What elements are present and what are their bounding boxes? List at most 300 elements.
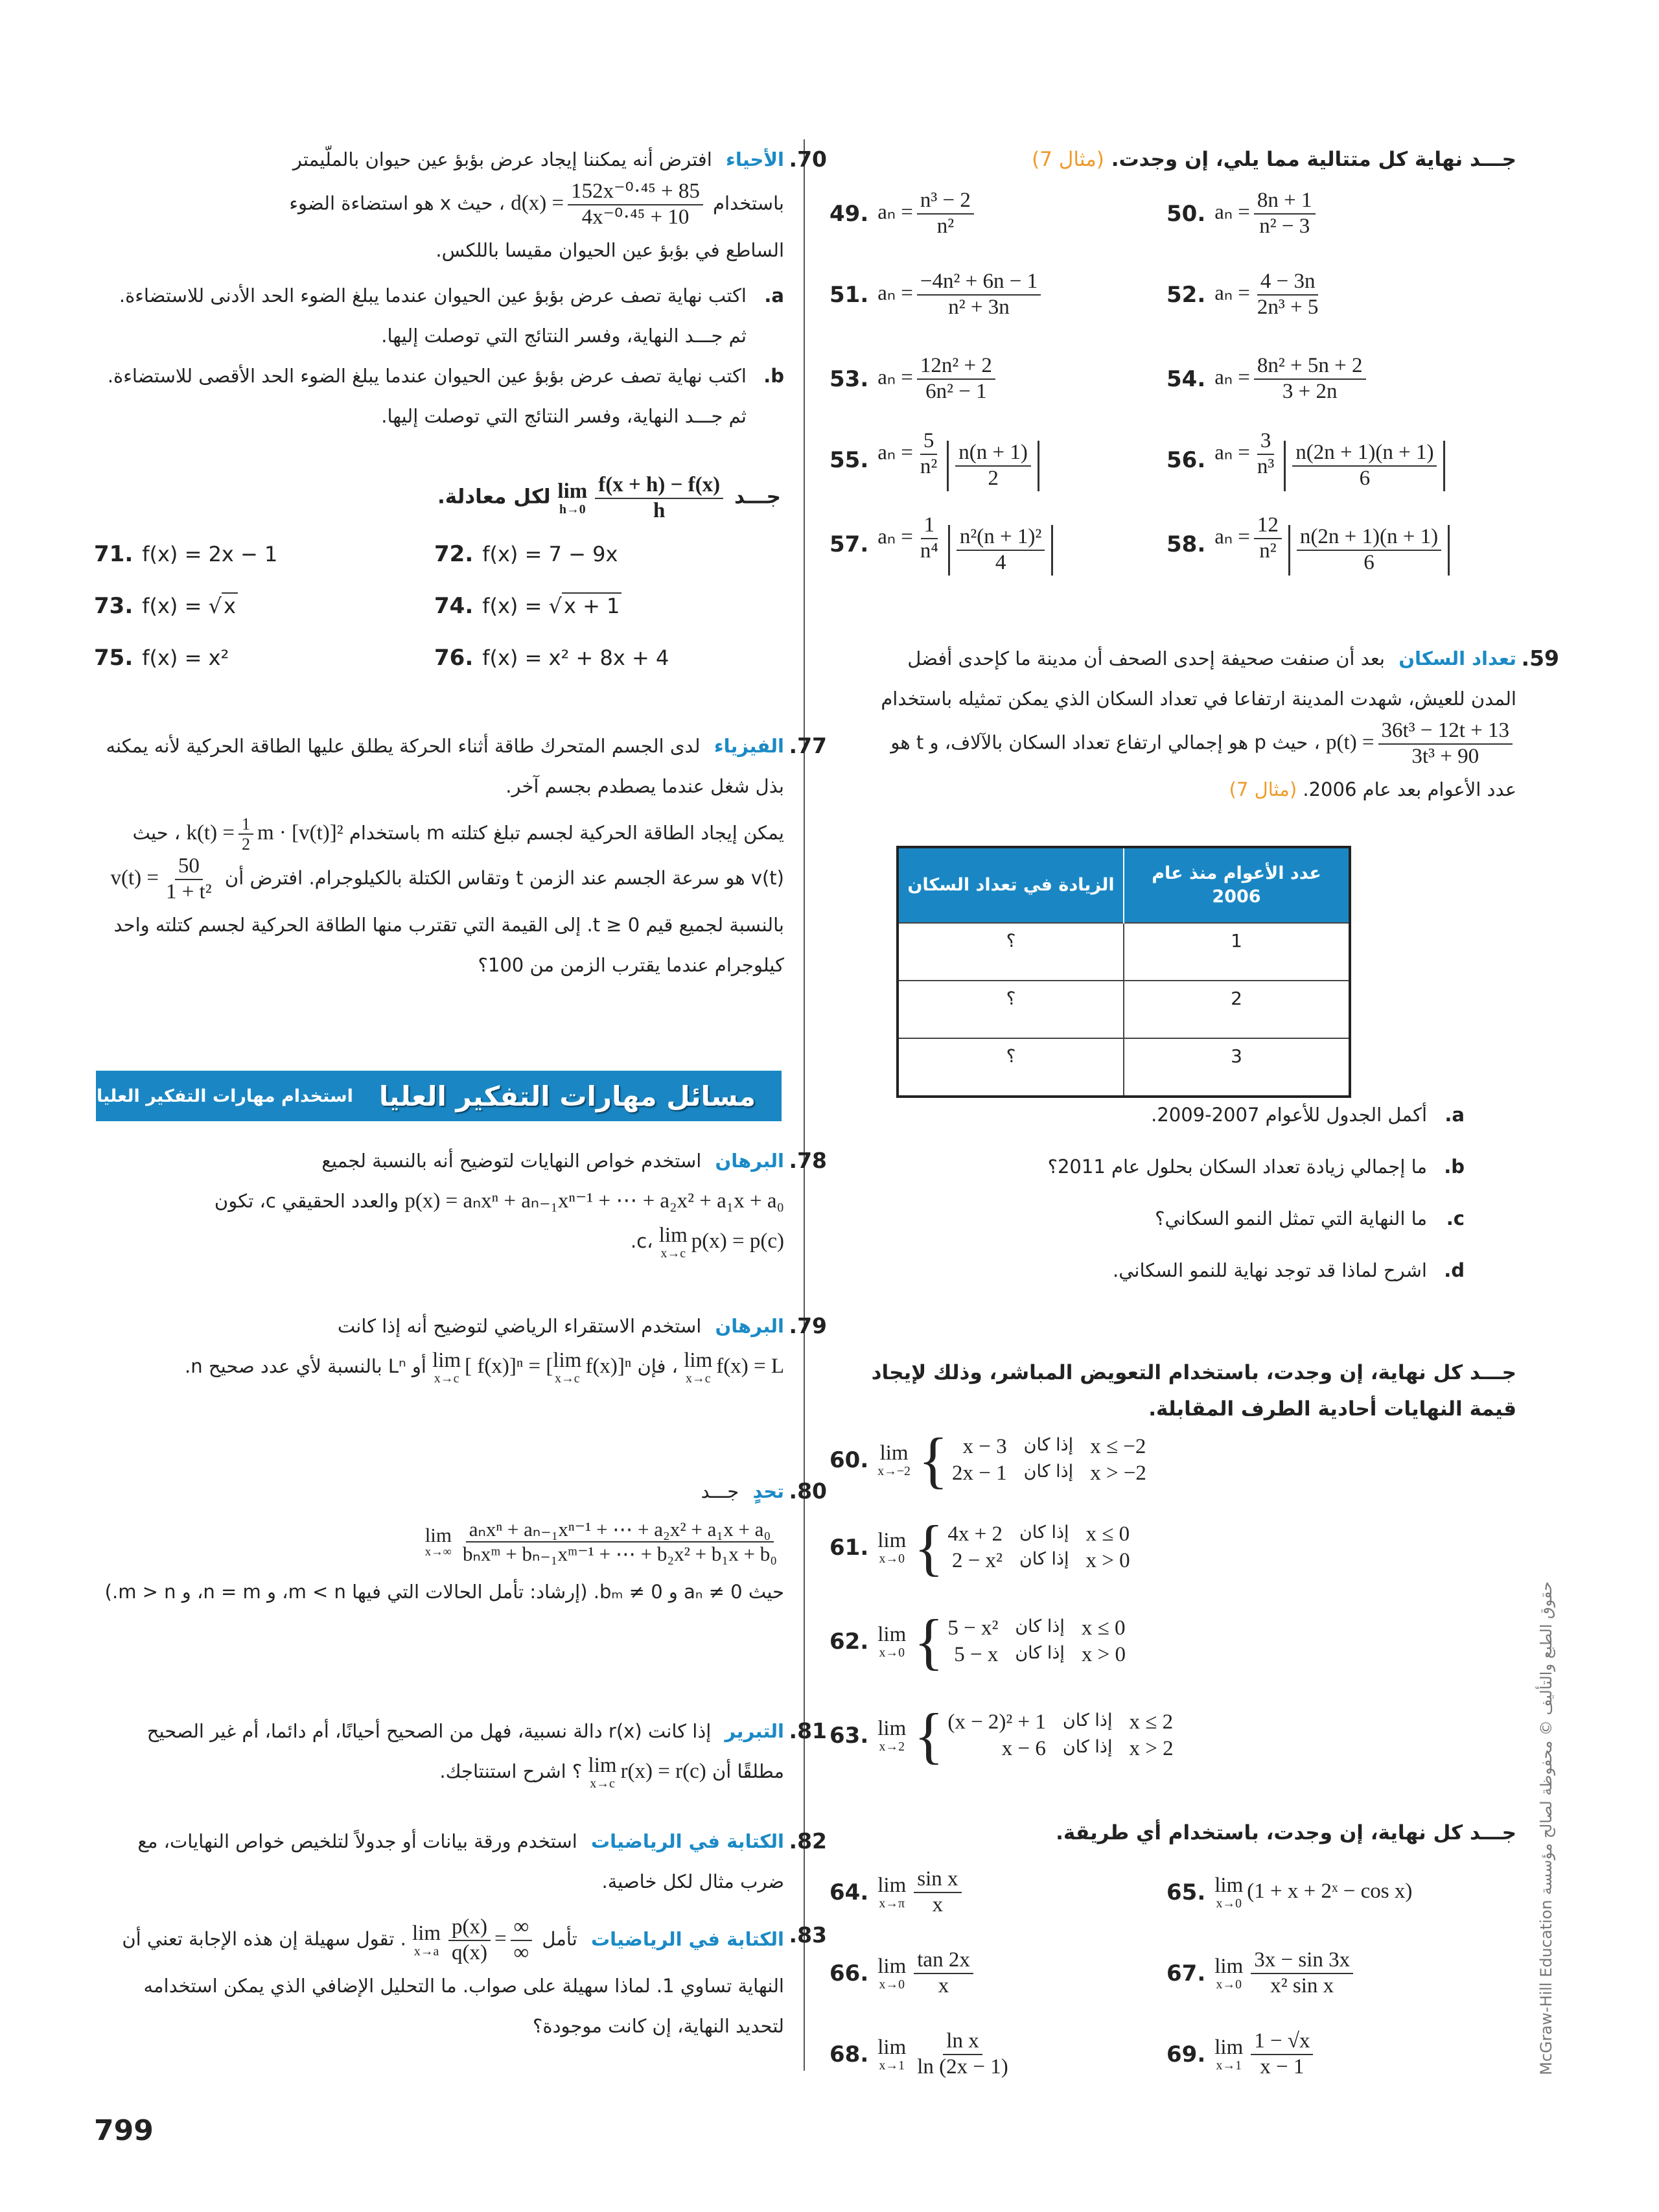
limit <box>659 1225 688 1261</box>
text-fragment: x→c <box>434 1371 459 1386</box>
exercise-number: 69. <box>1166 2042 1206 2067</box>
text-fragment: 81. <box>789 1718 827 1743</box>
denominator: n² + 3n <box>948 296 1010 319</box>
exercise-72 <box>434 541 618 567</box>
sequence-term: aₙ = <box>1214 366 1250 390</box>
case-condition: x ≤ 2 <box>1129 1710 1174 1734</box>
case-condition-word: إذا كان <box>1015 1643 1065 1663</box>
text-fragment: f(x)]ⁿ <box>585 1355 632 1378</box>
limit <box>877 2037 906 2073</box>
sequence-heading <box>1032 141 1516 178</box>
formula <box>511 180 707 230</box>
formula <box>877 270 1045 320</box>
exercise-topic: الفيزياء <box>713 735 784 757</box>
formula <box>1214 2029 1317 2080</box>
formula <box>877 429 1042 491</box>
limit-subscript: x→0 <box>879 1645 905 1660</box>
text-fragment: جـــد <box>701 1480 739 1502</box>
exercise-number: 72. <box>434 541 474 567</box>
denominator: 4 <box>995 551 1006 575</box>
case-condition-word: إذا كان <box>1019 1549 1069 1569</box>
exercise-number: 57. <box>830 531 869 557</box>
text-fragment: 2 <box>241 835 250 854</box>
limit-label: lim <box>1214 1873 1244 1897</box>
radicand: x <box>222 592 238 618</box>
exercise-59-parts <box>907 1089 1465 1296</box>
text-fragment: تأمل <box>542 1927 577 1950</box>
fraction <box>955 441 1031 491</box>
formula-text: f(x) = 2x − 1 <box>142 542 278 566</box>
denominator: 2n³ + 5 <box>1257 296 1319 319</box>
sequence-term: aₙ = <box>1214 281 1250 305</box>
text-fragment: 3 <box>1124 1038 1350 1097</box>
fraction <box>595 473 723 524</box>
limit-subscript: x→−2 <box>877 1463 911 1478</box>
text-fragment: x→c <box>555 1371 580 1386</box>
formula-text: f(x) = x² + 8x + 4 <box>482 646 669 670</box>
text-fragment: p(x) = p(c) <box>691 1229 784 1253</box>
text-fragment: lim <box>432 1349 461 1373</box>
any-method-heading: جـــد كل نهاية، إن وجدت، باستخدام أي طريقة. <box>1056 1821 1516 1845</box>
formula <box>877 189 978 239</box>
limit <box>553 1350 581 1386</box>
denominator: n² <box>1259 539 1277 563</box>
text-fragment: 1 <box>238 815 253 835</box>
exercise-71 <box>94 541 277 567</box>
case-condition-word: إذا كان <box>1062 1737 1113 1757</box>
example-reference[interactable]: (مثال 7) <box>1229 778 1297 800</box>
table-row <box>898 923 1350 981</box>
exercise-number: 52. <box>1166 282 1206 308</box>
exercise-text: افترض أنه يمكننا إيجاد عرض بؤبؤ عين حيوان بالملّيمتر <box>292 148 712 170</box>
exercise-83 <box>97 1915 827 2046</box>
denominator: x <box>932 1893 944 1916</box>
text-fragment: تحدٍ <box>752 1480 784 1502</box>
sequence-term: aₙ = <box>877 200 913 224</box>
limit <box>877 1875 906 1911</box>
exercise-number: 63. <box>830 1723 869 1749</box>
fraction <box>1292 441 1437 491</box>
formula <box>877 1948 977 1999</box>
exercise-60 <box>830 1425 1146 1495</box>
text-fragment: lim <box>588 1754 617 1778</box>
exercise-number: 71. <box>94 541 133 567</box>
numerator: n(n + 1) <box>955 441 1031 467</box>
text-fragment: h <box>653 498 666 522</box>
limit-expression: (1 + x + 2ˣ − cos x) <box>1247 1879 1413 1903</box>
formula-text: f(x) = x² <box>142 646 229 670</box>
fraction <box>914 1948 973 1999</box>
exercise-76 <box>434 645 669 671</box>
text-fragment: 1 + t² <box>166 880 212 904</box>
population-table <box>896 846 1351 1098</box>
fraction <box>1251 1948 1353 1999</box>
formula <box>1214 1875 1412 1911</box>
text-fragment <box>425 1518 784 1565</box>
exercise-number: 68. <box>830 2042 869 2067</box>
text-fragment: حيث aₙ ≠ 0 و bₘ ≠ 0. (إرشاد: تأمل الحالات التي فيها m < n، و n = m، و m > n.) <box>104 1581 784 1603</box>
text-fragment: x→c <box>660 1246 686 1261</box>
bracket <box>947 441 1039 491</box>
text-fragment <box>111 854 219 905</box>
numerator: 4 − 3n <box>1257 270 1319 296</box>
denominator: n² − 3 <box>1259 215 1310 238</box>
fraction <box>1297 525 1441 576</box>
fraction <box>914 2029 1012 2080</box>
case-expression: 4x + 2 <box>947 1522 1003 1546</box>
text-fragment: ما إجمالي زيادة تعداد السكان بحلول عام 2011؟ <box>1047 1156 1427 1178</box>
formula <box>877 354 999 404</box>
exercise-number: 65. <box>1166 1880 1206 1905</box>
table-row <box>898 981 1350 1038</box>
text-fragment: lim <box>557 479 588 503</box>
formula <box>142 542 277 566</box>
formula <box>1214 354 1369 404</box>
case-condition: x ≤ −2 <box>1090 1435 1146 1458</box>
exercise-74 <box>434 593 621 619</box>
text-fragment: lim <box>658 1224 688 1248</box>
limit <box>1214 1956 1243 1992</box>
exercise-77 <box>97 726 827 985</box>
radicand: x + 1 <box>562 592 621 618</box>
text-fragment: 82. <box>789 1828 827 1854</box>
text-fragment: لكل معادلة. <box>437 485 551 509</box>
formula <box>1214 189 1319 239</box>
rational-limit-formula <box>97 1518 784 1565</box>
text-fragment: ∞ <box>513 1940 529 1964</box>
exercise-text: لدى الجسم المتحرك طاقة أثناء الحركة يطلق عليها الطاقة الحركية لأنه يمكنه بذل شغل عندما يصطدم بجسم آخر. <box>106 735 784 797</box>
text-fragment: ، حيث v(t) هو سرعة الجسم عند الزمن t وتقاس الكتلة بالكيلوجرام. افترض أن <box>132 822 784 889</box>
text-fragment <box>684 1346 784 1386</box>
formula <box>877 1425 1146 1495</box>
part-c <box>907 1193 1465 1244</box>
exercise-number: 62. <box>830 1629 869 1655</box>
text-fragment: c. <box>1446 1207 1465 1229</box>
case-expression: x − 6 <box>1001 1737 1046 1760</box>
numerator: tan 2x <box>914 1948 973 1974</box>
bracket <box>1284 441 1445 491</box>
limit-subscript: x→π <box>879 1896 905 1911</box>
text-fragment: تعداد السكان <box>1398 647 1516 669</box>
text-fragment: x→∞ <box>424 1544 452 1559</box>
text-fragment: استخدم ورقة بيانات أو جدولاً لتلخيص خواص النهايات، مع ضرب مثال لكل خاصية. <box>137 1830 784 1892</box>
text-fragment: البرهان <box>715 1315 784 1337</box>
limit <box>425 1525 452 1559</box>
exercise-58 <box>1166 506 1452 583</box>
text-fragment: q(x) <box>452 1940 488 1964</box>
sequence-term: aₙ = <box>877 281 913 305</box>
fraction <box>917 270 1041 320</box>
text-fragment: ما النهاية التي تمثل النمو السكاني؟ <box>1155 1207 1427 1229</box>
denominator: 3 + 2n <box>1282 380 1338 403</box>
numerator: n(2n + 1)(n + 1) <box>1297 525 1441 551</box>
limit-subscript: x→0 <box>879 1977 905 1992</box>
text-fragment: x→a <box>413 1944 439 1959</box>
exercise-text <box>97 813 784 985</box>
exercise-56 <box>1166 421 1448 499</box>
table-row <box>898 1038 1350 1097</box>
text-fragment: اكتب نهاية تصف عرض بؤبؤ عين الحيوان عندما يبلغ الضوء الحد الأدنى للاستضاءة. ثم جـــد النهاية، وفسر النتائج التي توصلت إليها. <box>119 284 747 347</box>
exercise-75 <box>94 645 229 671</box>
text-fragment: 152x⁻⁰·⁴⁵ + 85 <box>568 180 703 205</box>
text-fragment: الكتابة في الرياضيات <box>591 1830 784 1852</box>
denominator: 6n² − 1 <box>925 380 987 403</box>
denominator: n² <box>936 215 955 238</box>
exercise-62 <box>830 1607 1126 1676</box>
case-expression: 5 − x² <box>947 1616 999 1640</box>
text-fragment <box>659 1221 784 1261</box>
text-fragment: [ f(x)]ⁿ = [ <box>465 1355 553 1378</box>
fraction <box>448 1915 491 1966</box>
formula-text: f(x) = √ <box>482 594 562 618</box>
case-condition: x > 0 <box>1081 1643 1126 1666</box>
text-fragment: اشرح لماذا قد توجد نهاية للنمو السكاني. <box>1113 1259 1427 1281</box>
fraction <box>917 189 974 239</box>
exercise-text: الساطع في بؤبؤ عين الحيوان مقيسا باللكس. <box>435 239 784 261</box>
numerator: 1 − √x <box>1251 2029 1313 2055</box>
text-fragment <box>432 1346 631 1386</box>
fraction <box>1254 354 1366 404</box>
limit <box>877 1443 911 1478</box>
bracket <box>948 525 1053 576</box>
text-fragment: 83. <box>789 1922 827 1948</box>
denominator: 2 <box>988 467 999 491</box>
case-condition: x > 2 <box>1129 1737 1174 1760</box>
text-fragment: استخدم خواص النهايات لتوضيح أنه بالنسبة لجميع <box>321 1150 702 1172</box>
exercise-text: ، حيث x هو استضاءة الضوء <box>289 192 505 215</box>
part-a <box>907 1089 1465 1141</box>
text-fragment: = <box>494 1927 507 1951</box>
formula <box>877 2029 1015 2080</box>
fraction <box>1251 2029 1313 2080</box>
exercise-number: 70. <box>789 146 827 172</box>
text-fragment: بالنسبة لجميع قيم t ≥ 0. إلى القيمة التي تقترب منها الطاقة الحركية لجسم كتلته واحد كيلوجرام عندما يقترب الزمن من 100؟ <box>113 914 784 977</box>
fraction <box>917 429 940 480</box>
case-condition: x ≤ 0 <box>1085 1522 1130 1546</box>
limit <box>1214 1875 1243 1911</box>
banner-subtitle: استخدام مهارات التفكير العليا <box>96 1086 353 1106</box>
fraction <box>957 525 1045 576</box>
text-fragment: التبرير <box>725 1720 784 1742</box>
text-fragment: f(x + h) − f(x) <box>595 473 723 499</box>
text-fragment: v(t) = <box>110 866 159 890</box>
exercise-50 <box>1166 175 1319 253</box>
formula <box>877 1701 1174 1770</box>
exercise-number: 53. <box>830 366 869 392</box>
exercise-79 <box>97 1306 827 1386</box>
numerator: n²(n + 1)² <box>957 525 1045 551</box>
exercise-number: 66. <box>830 1961 869 1986</box>
fraction <box>1254 270 1322 320</box>
text-fragment: والعدد الحقيقي c، تكون <box>214 1190 399 1212</box>
numerator: 12n² + 2 <box>917 354 995 380</box>
fraction <box>1254 189 1316 239</box>
formula <box>877 513 1056 576</box>
polynomial-formula: p(x) = aₙxⁿ + aₙ₋₁xⁿ⁻¹ + ⋯ + a₂x² + a₁x + a₀ <box>404 1189 784 1213</box>
formula <box>1214 513 1452 576</box>
text-fragment: 3t³ + 90 <box>1411 744 1479 768</box>
part-a <box>97 275 784 356</box>
numerator: n(2n + 1)(n + 1) <box>1292 441 1437 467</box>
copyright-notice: حقوق الطبع والتأليف © محفوظة لصالح مؤسسة McGraw-Hill Education <box>1537 1581 1555 2075</box>
text-fragment: k(t) = <box>186 821 235 844</box>
text-fragment <box>557 473 727 524</box>
exercise-64 <box>830 1854 966 1931</box>
piecewise-cases <box>947 1616 1126 1667</box>
numerator: 1 <box>921 513 938 539</box>
text-fragment: x→c <box>686 1371 711 1386</box>
exercise-61 <box>830 1513 1130 1582</box>
limit-subscript: x→2 <box>879 1739 905 1754</box>
case-condition: x > 0 <box>1085 1549 1130 1572</box>
exercise-number: 77. <box>789 733 827 758</box>
exercise-topic: الأحياء <box>726 148 784 170</box>
exercise-number: 58. <box>1166 531 1206 557</box>
text-fragment: aₙxⁿ + aₙ₋₁xⁿ⁻¹ + ⋯ + a₂x² + a₁x + a₀ <box>466 1518 774 1543</box>
text-fragment: lim <box>424 1523 452 1546</box>
limit-subscript: x→0 <box>1216 1977 1242 1992</box>
exercise-49 <box>830 175 978 253</box>
formula <box>142 646 229 670</box>
piecewise-cases <box>947 1522 1130 1573</box>
case-expression: x − 3 <box>962 1435 1007 1458</box>
formula-text: f(x) = √ <box>142 594 222 618</box>
exercise-52 <box>1166 256 1325 334</box>
text-fragment: 78. <box>789 1148 827 1173</box>
denominator: n⁴ <box>920 539 938 563</box>
text-fragment: f(x) = L <box>716 1355 784 1378</box>
text-fragment: ؟ <box>898 923 1124 981</box>
text-fragment: bₙxᵐ + bₙ₋₁xᵐ⁻¹ + ⋯ + b₂x² + b₁x + b₀ <box>463 1542 777 1565</box>
piecewise-cases <box>952 1435 1146 1485</box>
limit-label: lim <box>877 2035 907 2059</box>
exercise-text: باستخدام <box>713 192 784 215</box>
case-condition-word: إذا كان <box>1023 1435 1074 1455</box>
exercise-67 <box>1166 1935 1357 2012</box>
text-fragment: d(x) = <box>511 191 564 215</box>
page-number: 799 <box>94 2114 154 2147</box>
exercise-66 <box>830 1935 977 2012</box>
text-fragment: d. <box>1444 1259 1465 1281</box>
limit-label: lim <box>877 1528 907 1552</box>
piecewise-heading: جـــد كل نهاية، إن وجدت، باستخدام التعويض المباشر، وذلك لإيجاد قيمة النهايات أحادية الطرف المقابلة. <box>871 1361 1516 1421</box>
text-fragment: h→0 <box>559 502 586 517</box>
case-condition-word: إذا كان <box>1062 1710 1113 1730</box>
limit <box>877 1956 906 1992</box>
exercise-number: 67. <box>1166 1961 1206 1986</box>
text-fragment: أو Lⁿ بالنسبة لأي عدد صحيح n. <box>185 1355 426 1377</box>
limit-label: lim <box>877 1873 907 1897</box>
exercise-65 <box>1166 1854 1412 1931</box>
fraction <box>459 1518 780 1565</box>
text-fragment: ؟ <box>898 1038 1124 1097</box>
formula <box>482 594 621 618</box>
exercise-69 <box>1166 2016 1317 2093</box>
formula <box>877 1513 1130 1582</box>
numerator: sin x <box>914 1867 961 1893</box>
denominator: x <box>938 1974 949 1997</box>
text-fragment: جـــد <box>734 485 781 509</box>
fraction <box>917 513 942 564</box>
text-fragment: إذا كانت r(x) دالة نسبية، فهل من الصحيح أحيانًا، أم دائما، أم غير الصحيح مطلقًا أن <box>146 1720 784 1782</box>
text-fragment: البرهان <box>715 1150 784 1172</box>
text-fragment: lim <box>684 1349 713 1373</box>
banner-title: مسائل مهارات التفكير العليا <box>378 1080 756 1112</box>
exercise-number: 56. <box>1166 447 1206 473</box>
brace-icon: { <box>914 1513 944 1582</box>
exercise-number: 54. <box>1166 366 1206 392</box>
exercise-number: 50. <box>1166 201 1206 227</box>
denominator: n² <box>920 454 938 478</box>
limit-label: lim <box>877 1954 907 1978</box>
numerator: 8n + 1 <box>1254 189 1316 215</box>
exercise-number: 64. <box>830 1880 869 1905</box>
exercise-63 <box>830 1701 1174 1770</box>
exercise-number: 51. <box>830 282 869 308</box>
text-fragment: lim <box>412 1921 441 1945</box>
text-fragment: أكمل الجدول للأعوام 2007-2009. <box>1151 1104 1427 1126</box>
limit <box>877 1718 906 1754</box>
text-fragment: . تقول سهيلة إن هذه الإجابة تعني أن النهاية تساوي 1. لماذا سهيلة على صواب. ما التحليل الإضافي الذي يمكن استخدامه لتحديد النهاية، إن كانت موجودة؟ <box>122 1927 784 2037</box>
difference-quotient-heading <box>437 473 781 524</box>
text-fragment: ،c. <box>631 1230 653 1252</box>
text-fragment: r(x) = r(c) <box>620 1760 706 1783</box>
limit-subscript: x→0 <box>1216 1896 1242 1911</box>
formula <box>482 646 669 670</box>
text-fragment <box>588 1751 706 1791</box>
limit-label: lim <box>879 1441 909 1465</box>
text-fragment: 50 <box>175 854 203 880</box>
fraction <box>917 354 995 404</box>
numerator: 12 <box>1254 513 1282 539</box>
sequence-term: aₙ = <box>877 441 913 465</box>
limit <box>557 481 587 517</box>
denominator: x − 1 <box>1260 2055 1305 2078</box>
sequence-term: aₙ = <box>1214 200 1250 224</box>
text-fragment: 80. <box>789 1478 827 1504</box>
numerator: ln x <box>943 2029 982 2055</box>
exercise-80 <box>97 1471 827 1612</box>
text-fragment: بعد أن صنفت صحيفة إحدى الصحف أن مدينة ما كإحدى أفضل المدن للعيش، شهدت المدينة ارتفاعا في تعداد السكان الذي يمكن تمثيله باستخدام <box>881 647 1516 710</box>
sequence-term: aₙ = <box>877 525 913 549</box>
case-condition: x ≤ 0 <box>1081 1616 1126 1640</box>
exercise-number: 60. <box>830 1447 869 1473</box>
exercise-82 <box>97 1821 827 1902</box>
limit-label: lim <box>1214 2035 1244 2059</box>
text-fragment: ∞ <box>511 1915 533 1941</box>
text-fragment: m · [v(t)]² <box>257 821 343 844</box>
formula <box>877 1607 1126 1676</box>
formula <box>1214 429 1448 491</box>
text-fragment: 59. <box>1521 646 1559 671</box>
text-fragment: p(x) <box>448 1915 491 1941</box>
fraction <box>1254 513 1282 564</box>
denominator: 6 <box>1363 551 1375 575</box>
text-fragment: استخدم الاستقراء الرياضي لتوضيح أنه إذا كانت <box>337 1315 702 1337</box>
exercise-55 <box>830 421 1042 499</box>
text-fragment: الكتابة في الرياضيات <box>591 1927 784 1950</box>
example-reference[interactable]: (مثال 7) <box>1032 148 1104 171</box>
numerator: 8n² + 5n + 2 <box>1254 354 1366 380</box>
text-fragment: 79. <box>789 1313 827 1338</box>
brace-icon: { <box>914 1607 944 1676</box>
text-fragment <box>412 1915 536 1966</box>
text-fragment: ؟ اشرح استنتاجك. <box>439 1760 583 1782</box>
limit <box>412 1923 441 1959</box>
numerator: 5 <box>920 429 938 455</box>
case-expression: 2 − x² <box>951 1549 1003 1572</box>
limit-label: lim <box>877 1622 907 1646</box>
